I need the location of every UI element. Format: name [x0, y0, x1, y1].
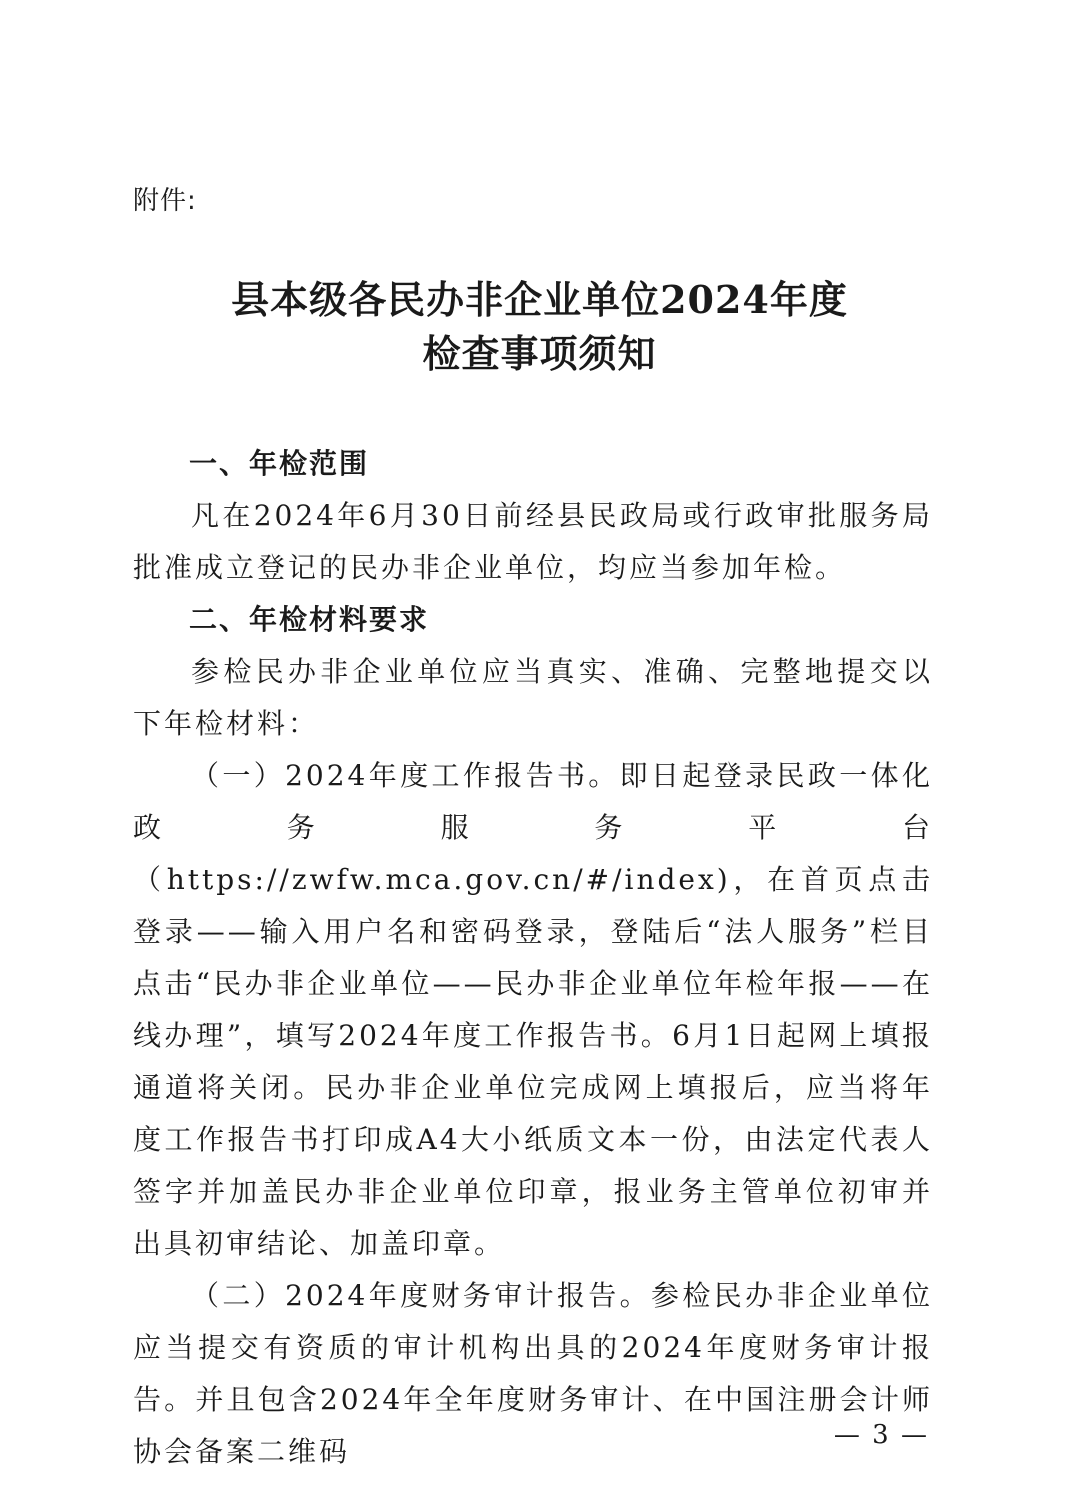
paragraph-scope: 凡在2024年6月30日前经县民政局或行政审批服务局批准成立登记的民办非企业单位，均应当参加年检。: [133, 499, 933, 584]
paragraph-work-report: （一）2024年度工作报告书。即日起登录民政一体化政务服务平台（https://zwfw.mca.gov.cn/#/index)，在首页点击登录——输入用户名和密码登录，登陆后“法人服务”栏目点击“民办非企业单位——民办非企业单位年检年报——在线办理”，填写2024年度工作报告书。6月1日起网上填报通道将关闭。民办非企业单位完成网上填报后，应当将年度工作报告书打印成A4大小纸质文本一份，由法定代表人签字并加盖民办非企业单位印章，报业务主管单位初审并出具初审结论、加盖印章。: [133, 759, 933, 1260]
page-number: — 3 —: [833, 1420, 929, 1450]
document-body: [133, 438, 933, 1478]
attachment-label: 附件:: [133, 186, 197, 216]
section-heading-materials: 二、年检材料要求: [189, 603, 430, 636]
paragraph-audit-report: （二）2024年度财务审计报告。参检民办非企业单位应当提交有资质的审计机构出具的2024年度财务审计报告。并且包含2024年全年度财务审计、在中国注册会计师协会备案二维码: [133, 1279, 933, 1468]
section-heading-scope: 一、年检范围: [189, 447, 370, 480]
document-title-line-2: 检查事项须知: [422, 331, 657, 376]
document-title-line-1: 县本级各民办非企业单位2024年度: [231, 277, 848, 322]
paragraph-materials-intro: 参检民办非企业单位应当真实、准确、完整地提交以下年检材料：: [133, 655, 933, 740]
